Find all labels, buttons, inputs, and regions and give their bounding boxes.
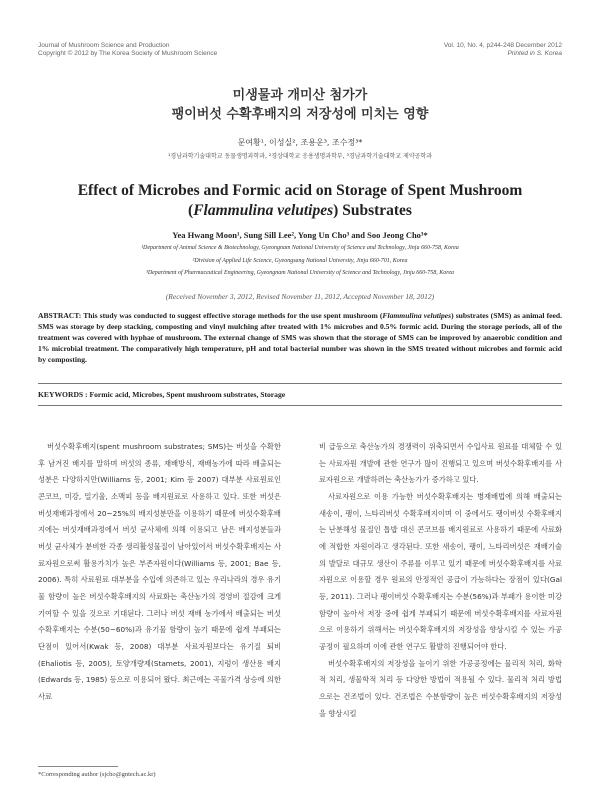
paragraph: 버섯수확후배지(spent mushroom substrates; SMS)는 버섯을 수확한 후 남겨진 배지를 말하며 버섯의 종류, 재배방식, 재배농가에 따라 배출되는 성분은 다양하지만(Williams 등, 2001; Kim 등 2007) 대부분 사료원료인 콘코브, 미강, 밀기울, 소맥피 등을 배지원료로 사용하고 있다. 또한 버섯은 버섯재배과정에서 20~25%의 배지성분만을 이용하기 때문에 버섯수확후배지에는 버섯재배과정에서 버섯 균사체에 의해 이용되고 남은 배지성분들과 버섯 균사체가 분비한 각종 생리활성물질이 남아있어서 버섯수확후배지는 사료자원으로써 활용가치가 높은 부존자원이다(Williams 등, 2001; Bae 등, 2006). 특히 사료원료 대부분을 수입에 의존하고 있는 우리나라의 경우 유기물 함량이 높은 버섯수확후배지의 사료화는 축산농가의 경영비 절감에 크게 기여할 수 있을 것으로 기대된다. 그러나 버섯 재배 농가에서 배출되는 버섯수확후배지는 수분(50~60%)과 유기물 함량이 높기 때문에 쉽게 부패되는 단점이 있어서(Kwak 등, 2008) 대부분 사료자원보다는 유기질 퇴비(Ehaliotis 등, 2005), 토양개량제(Stamets, 2001), 지렁이 생산용 배지(Edwards 등, 1985) 등으로 이용되어 왔다. 최근에는 곡물가격 상승에 의한 사료: [38, 442, 281, 701]
english-title-line-2: (Flammulina velutipes) Substrates: [188, 202, 412, 219]
keywords-bottom-rule: [38, 405, 562, 406]
printed-in: Printed in S. Korea: [507, 50, 562, 57]
english-title: [0, 181, 600, 221]
received-dates: (Received November 3, 2012, Revised November 11, 2012, Accepted November 18, 2012): [165, 292, 435, 301]
affiliation-2: ²Division of Applied Life Science, Gyeongsang National University, Jinju 660-701, Korea: [192, 258, 408, 264]
species-name: Flammulina velutipes: [193, 202, 334, 219]
keywords-top-rule: [38, 383, 562, 384]
corresponding-author-footnote: *Corresponding author (sjcho@gntech.ac.kr): [38, 771, 156, 778]
abstract-label: ABSTRACT:: [38, 311, 82, 320]
body-column-right: [319, 439, 562, 722]
paragraph: 사료자원으로 이용 가능한 버섯수확후배지는 병재배법에 의해 배출되는 새송이, 팽이, 느타리버섯 수확후배지이며 이 중에서도 팽이버섯 수확후배지는 난분해성 물질인 톱밥 대신 콘코브를 배지원료로 사용하기 때문에 사료화에 적합한 자원이라고 생각된다. 또한 새송이, 팽이, 느타리버섯은 재배기술의 발달로 대규모 생산이 주류를 이루고 있기 때문에 버섯수확후배지를 사료자원으로 이용할 경우 원료의 안정적인 공급이 가능하다는 장점이 있다(Gal 등, 2011). 그러나 팽이버섯 수확후배지는 수분(56%)과 부패가 용이한 미강 함량이 높아서 저장 중에 쉽게 부패되기 때문에 버섯수확후배지를 사료자원으로 이용하기 위해서는 버섯수확후배지의 저장성을 향상시킬 수 있는 가공공정이 필요하며 이에 관한 연구도 활발히 진행되어야 한다.: [319, 491, 562, 651]
korean-title-line-1: 미생물과 개미산 첨가가: [232, 88, 368, 103]
footnote-rule: [38, 766, 118, 767]
korean-affiliations: ¹경남과학기술대학교 동물생명과학과, ²경상대학교 응용생명과학부, ³경남과학기술대학교 제약공학과: [168, 153, 432, 160]
keywords: KEYWORDS : Formic acid, Microbes, Spent mushroom substrates, Storage: [38, 390, 286, 399]
paragraph: 비 급등으로 축산농가의 경쟁력이 위축되면서 수입사료 원료를 대체할 수 있는 사료자원 개발에 관한 연구가 많이 진행되고 있으며 버섯수확후배지를 사료자원으로 개발하려는 축산농가가 증가하고 있다.: [319, 442, 562, 485]
english-authors: Yea Hwang Moon¹, Sung Sill Lee², Yong Un Cho³ and Soo Jeong Cho³*: [172, 230, 428, 240]
affiliation-1: ¹Department of Animal Science & Biotechnology, Gyeongnam National University of Science and Technology, Jinju 660-758, Korea: [141, 245, 459, 251]
english-title-line-1: Effect of Microbes and Formic acid on Storage of Spent Mushroom: [77, 182, 523, 199]
abstract: ABSTRACT: This study was conducted to suggest effective storage methods for the use spent mushroom (Flammulina velutipes) substrates (SMS) as animal feed. SMS was storage by deep stacking, composting and vinyl mulching after treated with 1% microbes and 0.5% formic acid. During the storage periods, all of the treatment was covered with hyphae of mushroom. The external change of SMS was shown that the storage of SMS can be improved by anaerobic condition and 1% microbial treatment. The comparatively high temperature, pH and total bacterial number was shown in the SMS treated without microbes and formic acid by composting.: [38, 311, 562, 365]
copyright-line: Copyright © 2012 by The Korea Society of Mushroom Science: [38, 50, 218, 57]
korean-authors: 문여황¹, 이성실², 조용운³, 조수정³*: [237, 138, 363, 147]
issue-header: [444, 42, 562, 58]
body-column-left: [38, 439, 281, 706]
volume-info: Vol. 10, No. 4, p244-248 December 2012: [443, 42, 562, 49]
korean-title: [0, 86, 600, 124]
abstract-species: Flammulina velutipes: [382, 311, 452, 320]
journal-name: Journal of Mushroom Science and Production: [38, 42, 170, 49]
korean-title-line-2: 팽이버섯 수확후배지의 저장성에 미치는 영향: [171, 107, 429, 122]
paragraph: 버섯수확후배지의 저장성을 높이기 위한 가공공정에는 물리적 처리, 화학적 처리, 생물학적 처리 등 다양한 방법이 적용될 수 있다. 물리적 처리 방법으로는 건조법이 있다. 건조법은 수분함량이 높은 버섯수확후배지의 저장성을 향상시킬: [319, 658, 562, 718]
journal-header: [38, 42, 217, 58]
affiliation-3: ³Department of Pharmaceutical Engineering, Gyeongnam National University of Science and Technology, Jinju 660-758, Korea: [146, 270, 454, 276]
